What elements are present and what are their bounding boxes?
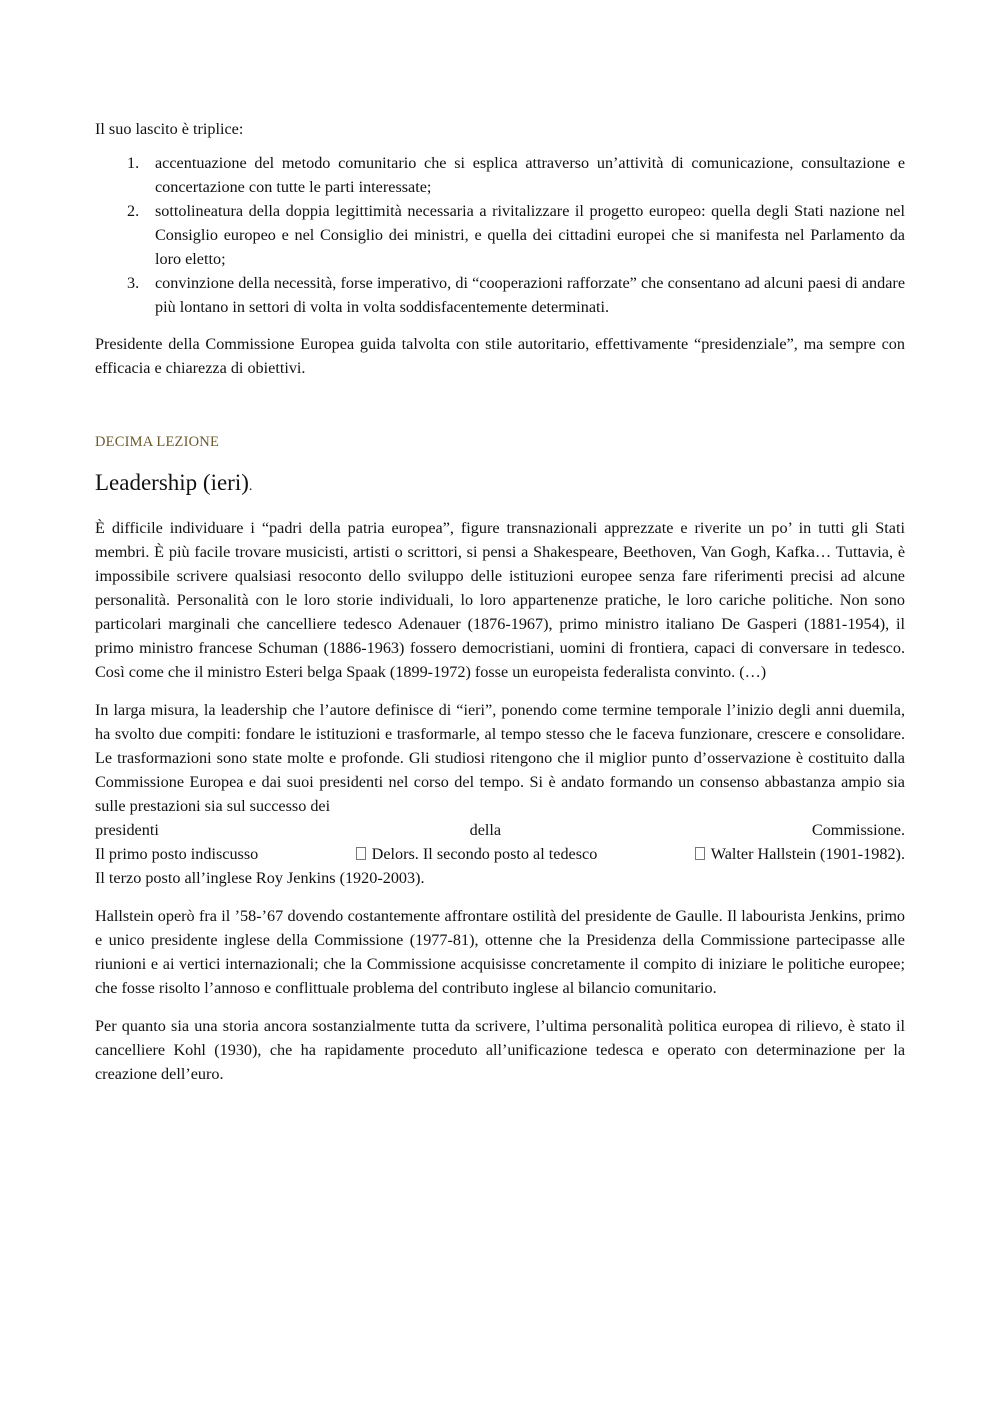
list-item [95, 151, 905, 199]
list-item-text: sottolineatura della doppia legittimità necessaria a rivitalizzare il progetto europeo: quella degli Stati nazione nel Consiglio europeo e nel Consiglio dei ministri, e quella dei cittadini europei che si manifesta nel Parlamento da loro eletto; [155, 202, 905, 268]
stretched-line [95, 818, 905, 842]
missing-glyph-arrow-icon [695, 847, 705, 860]
missing-glyph-arrow-icon [356, 847, 366, 860]
legacy-list [95, 151, 905, 319]
stretched-word: della [469, 821, 502, 839]
list-item [95, 199, 905, 271]
ranking-line-third: Il terzo posto all’inglese Roy Jenkins (1920-2003). [95, 869, 425, 887]
list-item-number: 1. [127, 154, 140, 172]
list-item [95, 271, 905, 319]
ranking-text-b: Delors. Il secondo posto al tedesco [371, 845, 598, 863]
ranking-text-c: Walter Hallstein (1901-1982). [710, 845, 905, 863]
document-page [95, 117, 905, 1100]
stretched-word: Commissione. [811, 821, 905, 839]
ranking-text-a: Il primo posto indiscusso [95, 845, 259, 863]
list-item-text: convinzione della necessità, forse imperativo, di “cooperazioni rafforzate” che consentano ad alcuni paesi di andare più lontano in settori di volta in volta soddisfacentemente determinati. [155, 274, 905, 316]
paragraph-leadership-main: In larga misura, la leadership che l’autore definisce di “ieri”, ponendo come termine temporale l’inizio degli anni duemila, ha svolto due compiti: fondare le istituzioni e trasformarle, al tempo stesso che le faceva funzionare, crescere e consolidare. Le trasformazioni sono state molte e profonde. Gli studiosi ritengono che il miglior punto d’osservazione è costituito dalla Commissione Europea e dai suoi presidenti nel corso del tempo. Si è andato formando un consenso abbastanza ampio sia sulle prestazioni sia sul successo dei [95, 701, 905, 815]
section-title [95, 468, 905, 502]
section-title-text: Leadership (ieri) [95, 470, 249, 495]
closing-paragraph: Presidente della Commissione Europea guida talvolta con stile autoritario, effettivamente “presidenziale”, ma sempre con efficacia e chiarezza di obiettivi. [95, 335, 905, 377]
ranking-text-c-wrap [689, 842, 905, 866]
paragraph-hallstein-jenkins: Hallstein operò fra il ’58-’67 dovendo costantemente affrontare ostilità del presidente de Gaulle. Il labourista Jenkins, primo e unico presidente inglese della Commissione (1977-81), ottenne che la Presidenza della Commissione partecipasse alle riunioni e ai vertici internazionali; che la Commissione acquisisse concretamente il compito di iniziare le politiche europee; che fosse risolto l’annoso e conflittuale problema del contributo inglese al bilancio comunitario. [95, 907, 905, 997]
ranking-line [95, 842, 905, 866]
intro-text: Il suo lascito è triplice: [95, 120, 244, 138]
ranking-text-b-wrap [350, 842, 598, 866]
paragraph-leadership-tasks [95, 698, 905, 890]
stretched-word: presidenti [95, 821, 159, 839]
section-title-dot: . [248, 479, 253, 494]
paragraph-fathers-of-europe: È difficile individuare i “padri della patria europea”, figure transnazionali apprezzate e riverite un po’ in tutti gli Stati membri. È più facile trovare musicisti, artisti o scrittori, si pensi a Shakespeare, Beethoven, Van Gogh, Kafka… Tuttavia, è impossibile scrivere qualsiasi resoconto dello sviluppo delle istituzioni europee senza fare riferimenti precisi ad alcune personalità. Personalità con le loro storie individuali, lo loro appartenenze pratiche, le loro cariche politiche. Non sono particolari marginali che cancelliere tedesco Adenauer (1876-1967), primo ministro italiano De Gasperi (1881-1954), il primo ministro francese Schuman (1886-1963) fossero democristiani, uomini di frontiera, capaci di conversare in tedesco. Così come che il ministro Esteri belga Spaak (1899-1972) fosse un europeista federalista convinto. (…) [95, 519, 905, 681]
paragraph-kohl: Per quanto sia una storia ancora sostanzialmente tutta da scrivere, l’ultima personalità politica europea di rilievo, è stato il cancelliere Kohl (1930), che ha rapidamente proceduto all’unificazione tedesca e operato con determinazione per la creazione dell’euro. [95, 1017, 905, 1083]
list-item-number: 2. [127, 202, 140, 220]
lesson-label: DECIMA LEZIONE [95, 434, 220, 450]
list-item-text: accentuazione del metodo comunitario che si esplica attraverso un’attività di comunicazione, consultazione e concertazione con tutte le parti interessate; [155, 154, 905, 196]
list-item-number: 3. [127, 274, 140, 292]
